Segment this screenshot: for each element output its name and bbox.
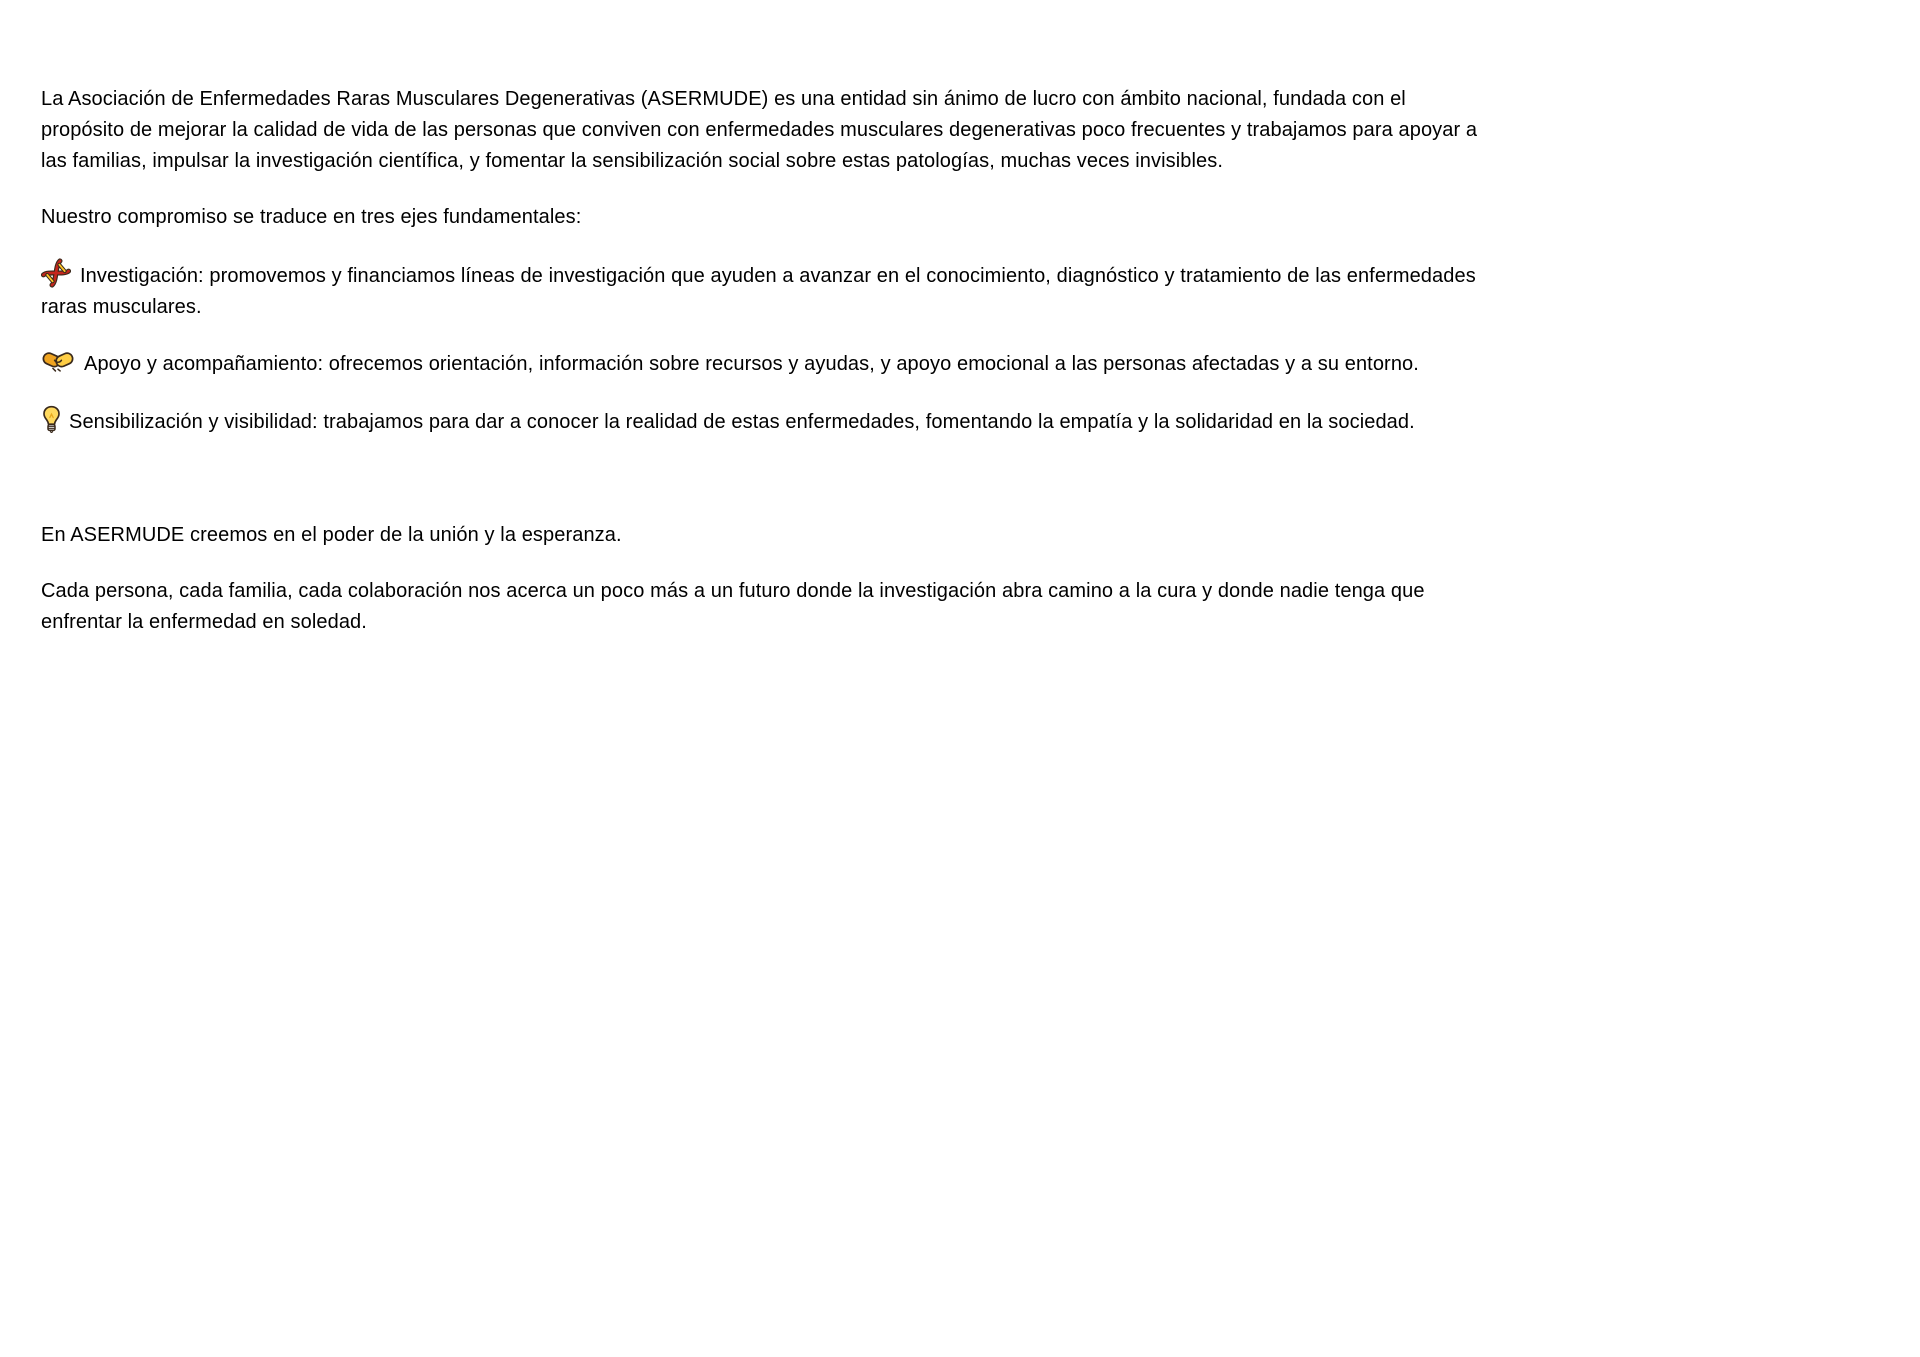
empty-paragraph xyxy=(41,463,1488,495)
lightbulb-icon xyxy=(41,405,62,435)
dna-icon xyxy=(41,258,71,288)
closing-message: Cada persona, cada familia, cada colaboración nos acerca un poco más a un futuro donde la investigación abra camino a la cura y donde nadie tenga que enfrentar la enfermedad en soledad. xyxy=(41,580,1425,633)
document-body xyxy=(0,0,1920,638)
commitment-heading: Nuestro compromiso se traduce en tres ejes fundamentales: xyxy=(41,206,582,228)
intro-paragraph: La Asociación de Enfermedades Raras Musculares Degenerativas (ASERMUDE) es una entidad sin ánimo de lucro con ámbito nacional, fundada con el propósito de mejorar la calidad de vida de las personas que conviven con enfermedades musculares degenerativas poco frecuentes y trabajamos para apoyar a las familias, impulsar la investigación científica, y fomentar la sensibilización social sobre estas patologías, muchas veces invisibles. xyxy=(41,88,1478,172)
pillar-support xyxy=(41,348,1488,380)
closing-belief: En ASERMUDE creemos en el poder de la unión y la esperanza. xyxy=(41,524,622,546)
handshake-icon xyxy=(41,348,75,376)
pillar-support-text: Apoyo y acompañamiento: ofrecemos orientación, información sobre recursos y ayudas, y apoyo emocional a las personas afectadas y a su entorno. xyxy=(84,353,1419,375)
pillar-awareness xyxy=(41,405,1488,438)
pillar-research-text: Investigación: promovemos y financiamos líneas de investigación que ayuden a avanzar en el conocimiento, diagnóstico y tratamiento de las enfermedades raras musculares. xyxy=(41,265,1476,318)
pillar-research xyxy=(41,258,1488,323)
pillar-awareness-text: Sensibilización y visibilidad: trabajamos para dar a conocer la realidad de estas enfermedades, fomentando la empatía y la solidaridad en la sociedad. xyxy=(69,411,1415,433)
